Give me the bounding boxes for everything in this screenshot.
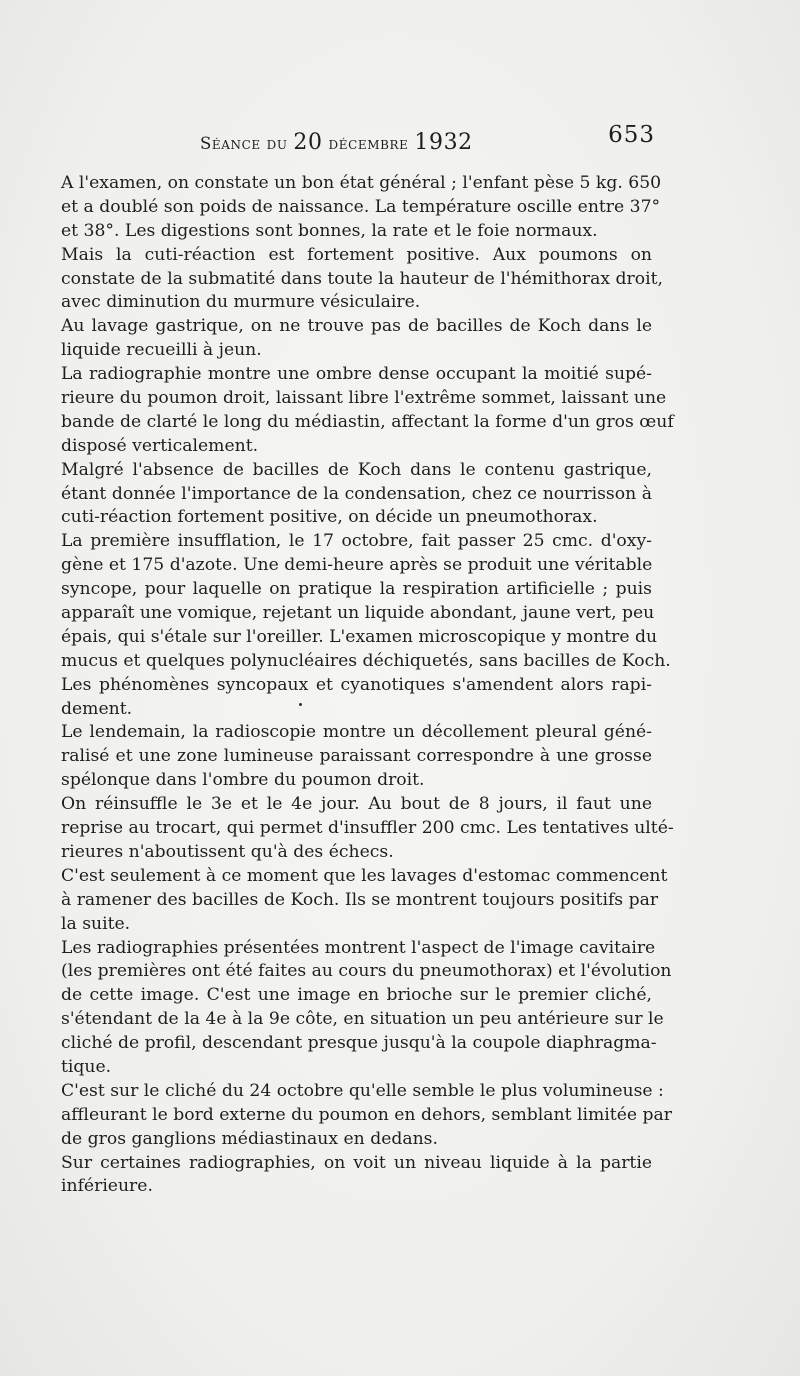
body-text	[61, 172, 674, 1199]
text-line: C'est seulement à ce moment que les lavages d'estomac commencent	[61, 865, 668, 886]
text-line: bande de clarté le long du médiastin, affectant la forme d'un gros œuf	[61, 411, 674, 432]
text-line: cuti-réaction fortement positive, on décide un pneumothorax.	[61, 507, 598, 528]
text-line: Les phénomènes syncopaux et cyanotiques s'amendent alors rapi-	[61, 674, 652, 695]
text-line: La radiographie montre une ombre dense occupant la moitié supé-	[61, 364, 652, 385]
page-header	[200, 122, 655, 162]
running-head-year: 1932	[414, 130, 473, 155]
text-line: A l'examen, on constate un bon état général ; l'enfant pèse 5 kg. 650	[61, 173, 662, 193]
text-line: Mais la cuti-réaction est fortement positive. Aux poumons on	[61, 244, 652, 265]
text-line: disposé verticalement.	[61, 435, 259, 456]
text-line: reprise au trocart, qui permet d'insuffler 200 cmc. Les tentatives ulté-	[61, 818, 674, 839]
text-line: tique.	[61, 1056, 112, 1077]
text-line: rieure du poumon droit, laissant libre l'extrême sommet, laissant une	[61, 388, 667, 409]
text-line: On réinsuffle le 3e et le 4e jour. Au bout de 8 jours, il faut une	[61, 794, 652, 815]
text-line: Sur certaines radiographies, on voit un niveau liquide à la partie	[61, 1152, 652, 1173]
text-line: cliché de profil, descendant presque jusqu'à la coupole diaphragma-	[61, 1033, 657, 1054]
text-line: C'est sur le cliché du 24 octobre qu'elle semble le plus volumineuse :	[61, 1080, 664, 1101]
text-line: avec diminution du murmure vésiculaire.	[61, 292, 421, 313]
text-line: La première insufflation, le 17 octobre, fait passer 25 cmc. d'oxy-	[61, 531, 652, 552]
print-speck	[299, 703, 302, 706]
text-line: spélonque dans l'ombre du poumon droit.	[61, 770, 425, 791]
text-line: épais, qui s'étale sur l'oreiller. L'examen microscopique y montre du	[61, 626, 658, 647]
running-head-prefix: Séance du	[200, 134, 288, 153]
text-line: constate de la submatité dans toute la hauteur de l'hémithorax droit,	[61, 268, 663, 289]
text-line: Malgré l'absence de bacilles de Koch dans le contenu gastrique,	[61, 459, 652, 480]
text-line: de gros ganglions médiastinaux en dedans.	[61, 1128, 438, 1149]
text-line: s'étendant de la 4e à la 9e côte, en situation un peu antérieure sur le	[61, 1009, 664, 1030]
text-line: (les premières ont été faites au cours du pneumothorax) et l'évolution	[61, 961, 672, 982]
running-head-day: 20	[293, 130, 323, 155]
text-line: de cette image. C'est une image en brioche sur le premier cliché,	[61, 985, 652, 1006]
running-head	[200, 130, 473, 155]
text-line: inférieure.	[61, 1176, 153, 1197]
text-line: Au lavage gastrique, on ne trouve pas de bacilles de Koch dans le	[61, 316, 652, 337]
running-head-month: décembre	[328, 134, 409, 153]
text-line: apparaît une vomique, rejetant un liquide abondant, jaune vert, peu	[61, 603, 655, 624]
text-line: Les radiographies présentées montrent l'aspect de l'image cavitaire	[61, 937, 656, 958]
text-line: dement.	[61, 698, 133, 719]
text-line: affleurant le bord externe du poumon en dehors, semblant limitée par	[61, 1104, 672, 1125]
text-line: à ramener des bacilles de Koch. Ils se montrent toujours positifs par	[61, 889, 659, 910]
text-line: étant donnée l'importance de la condensation, chez ce nourrisson à	[61, 483, 652, 504]
page-number: 653	[608, 122, 655, 148]
text-line: syncope, pour laquelle on pratique la respiration artificielle ; puis	[61, 579, 652, 600]
text-line: liquide recueilli à jeun.	[61, 340, 262, 361]
text-line: mucus et quelques polynucléaires déchiquetés, sans bacilles de Koch.	[61, 650, 671, 671]
text-line: et 38°. Les digestions sont bonnes, la rate et le foie normaux.	[61, 220, 598, 241]
text-line: gène et 175 d'azote. Une demi-heure après se produit une véritable	[61, 555, 653, 576]
text-line: Le lendemain, la radioscopie montre un décollement pleural géné-	[61, 722, 652, 743]
text-line: et a doublé son poids de naissance. La température oscille entre 37°	[61, 196, 661, 217]
text-line: ralisé et une zone lumineuse paraissant correspondre à une grosse	[61, 746, 652, 767]
text-line: la suite.	[61, 913, 131, 934]
text-line: rieures n'aboutissent qu'à des échecs.	[61, 841, 394, 862]
